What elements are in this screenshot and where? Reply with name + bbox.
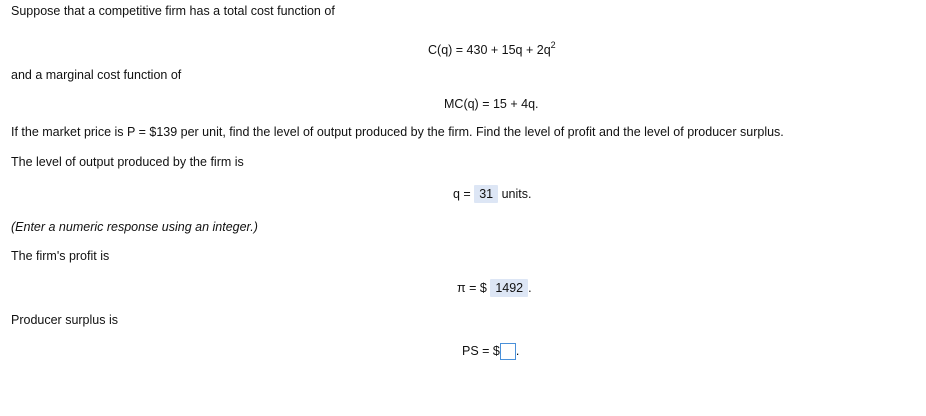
cost-function-text: C(q) = 430 + 15q + 2q — [428, 43, 551, 57]
profit-answer-prefix: π = $ — [457, 281, 487, 295]
mc-intro-text: and a marginal cost function of — [11, 68, 182, 82]
mc-function: MC(q) = 15 + 4q. — [444, 97, 539, 111]
output-prompt: The level of output produced by the firm is — [11, 155, 244, 169]
output-answer-prefix: q = — [453, 187, 471, 201]
task-text: If the market price is P = $139 per unit, find the level of output produced by the firm. Find the level of profit and the level of producer surplus. — [11, 125, 784, 139]
ps-answer-row — [462, 343, 519, 360]
output-answer-field[interactable]: 31 — [474, 185, 498, 203]
cost-function-exponent: 2 — [550, 40, 556, 50]
ps-answer-input[interactable] — [500, 343, 516, 360]
output-answer-row — [453, 185, 532, 203]
ps-prompt: Producer surplus is — [11, 313, 118, 327]
ps-answer-suffix: . — [515, 344, 520, 358]
ps-answer-prefix: PS = $ — [462, 344, 500, 358]
profit-answer-field[interactable]: 1492 — [490, 279, 528, 297]
integer-instruction: (Enter a numeric response using an integer.) — [11, 220, 258, 234]
profit-answer-row — [457, 279, 532, 297]
profit-answer-suffix: . — [528, 281, 532, 295]
cost-function — [428, 37, 556, 58]
intro-text: Suppose that a competitive firm has a total cost function of — [11, 4, 335, 18]
profit-prompt: The firm's profit is — [11, 249, 110, 263]
output-answer-suffix: units. — [501, 187, 532, 201]
